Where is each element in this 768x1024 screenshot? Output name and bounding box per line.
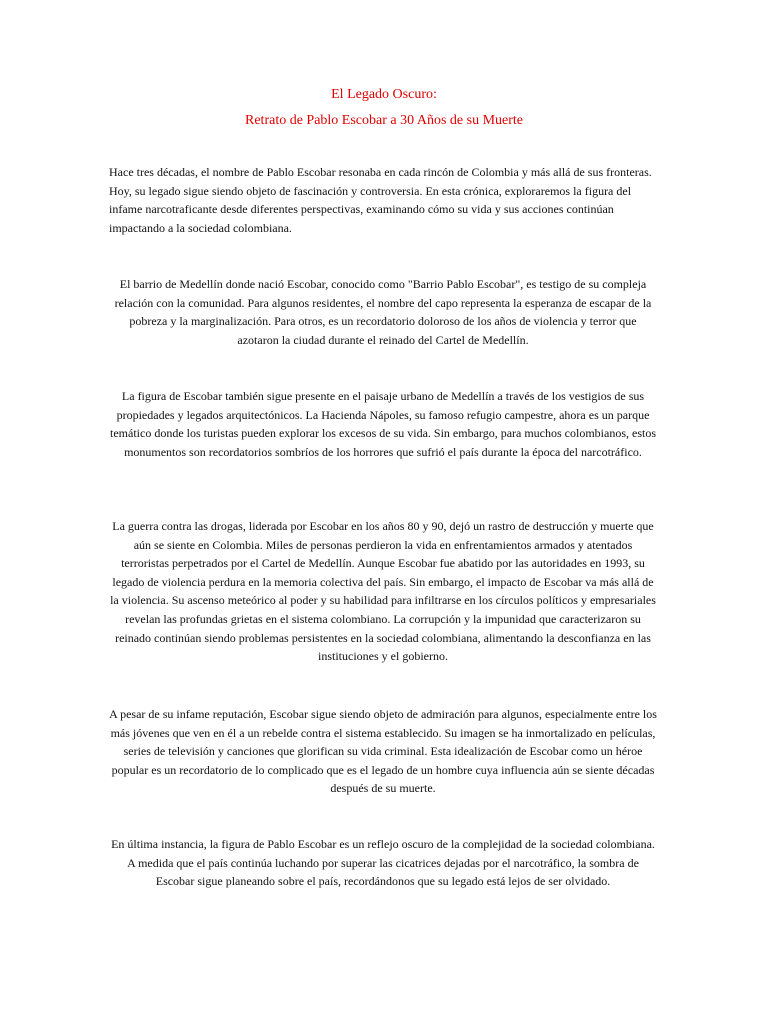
paragraph-conclusion: En última instancia, la figura de Pablo Escobar es un reflejo oscuro de la complejidad de la sociedad colombiana. A medida que el país continúa luchando por superar las cicatrices dejadas por el narcotráfico, la sombra de Escobar sigue planeando sobre el país, recordándonos que su legado está lejos de ser olvidado.: [111, 837, 655, 889]
paragraph-barrio: El barrio de Medellín donde nació Escobar, conocido como "Barrio Pablo Escobar", es testigo de su compleja relación con la comunidad. Para algunos residentes, el nombre del capo representa la esperanza de escapar de la pobreza y la marginalización. Para otros, es un recordatorio doloroso de los años de violencia y terror que azotaron la ciudad durante el reinado del Cartel de Medellín.: [114, 277, 652, 347]
document-subtitle: Retrato de Pablo Escobar a 30 Años de su Muerte: [245, 113, 523, 128]
paragraph-intro: Hace tres décadas, el nombre de Pablo Escobar resonaba en cada rincón de Colombia y más allá de sus fronteras. Hoy, su legado sigue siendo objeto de fascinación y controversia. En esta crónica, exploraremos la figura del infame narcotraficante desde diferentes perspectivas, examinando cómo su vida y sus acciones continúan impactando a la sociedad colombiana.: [109, 165, 652, 235]
paragraph-paisaje-urbano: La figura de Escobar también sigue presente en el paisaje urbano de Medellín a través de los vestigios de sus propiedades y legados arquitectónicos. La Hacienda Nápoles, su famoso refugio campestre, ahora es un parque temático donde los turistas pueden explorar los excesos de su vida. Sin embargo, para muchos colombianos, estos monumentos son recordatorios sombríos de los horrores que sufrió el país durante la época del narcotráfico.: [110, 389, 656, 459]
paragraph-admiracion: A pesar de su infame reputación, Escobar sigue siendo objeto de admiración para algunos, especialmente entre los más jóvenes que ven en él a un rebelde contra el sistema establecido. Su imagen se ha inmortalizado en películas, series de televisión y canciones que glorifican su vida criminal. Esta idealización de Escobar como un héroe popular es un recordatorio de lo complicado que es el legado de un hombre cuya influencia aún se siente décadas después de su muerte.: [109, 707, 657, 796]
paragraph-guerra-drogas: La guerra contra las drogas, liderada por Escobar en los años 80 y 90, dejó un rastro de destrucción y muerte que aún se siente en Colombia. Miles de personas perdieron la vida en enfrentamientos armados y atentados terroristas perpetrados por el Cartel de Medellín. Aunque Escobar fue abatido por las autoridades en 1993, su legado de violencia perdura en la memoria colectiva del país. Sin embargo, el impacto de Escobar va más allá de la violencia. Su ascenso meteórico al poder y su habilidad para infiltrarse en los círculos políticos y empresariales revelan las profundas grietas en el sistema colombiano. La corrupción y la impunidad que caracterizaron su reinado continúan siendo problemas persistentes en la sociedad colombiana, alimentando la desconfianza en las instituciones y el gobierno.: [110, 519, 656, 664]
document-title: El Legado Oscuro:: [331, 87, 437, 102]
